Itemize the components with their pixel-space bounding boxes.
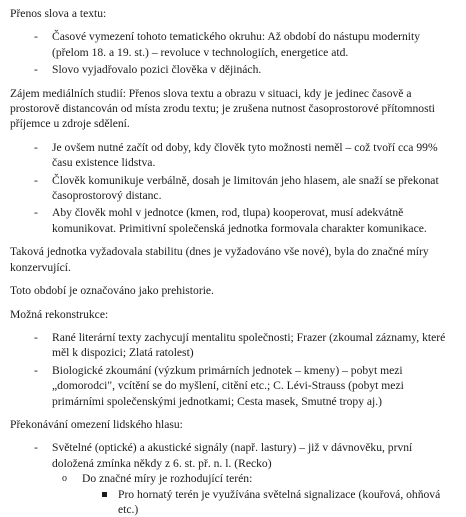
sub-sub-list xyxy=(82,487,452,517)
list-item-text: Člověk komunikuje verbálně, dosah je limitován jeho hlasem, ale snaží se překonat časoprostorový distanc. xyxy=(52,173,439,203)
section-heading-reconstruction: Možná rekonstrukce: xyxy=(10,307,109,321)
sub-list-item-text: Do značné míry je rozhodující terén: xyxy=(82,472,253,486)
list-item-text: Světelné (optické) a akustické signály (např. lastury) – již v dávnověku, první doložená zmínka někdy z 6. st. př. n. l. (Recko) xyxy=(52,441,413,470)
list-item-text: Aby člověk mohl v jednotce (kmen, rod, tlupa) kooperovat, musí adekvátně komunikovat. Primitivní společenská jednotka formovala charakter komunikace. xyxy=(52,206,427,235)
list-item xyxy=(10,205,458,236)
list-item xyxy=(10,330,458,361)
section-heading-voice-limits: Překonávání omezení lidského hlasu: xyxy=(10,417,183,431)
circle-bullet: o xyxy=(62,473,67,485)
dash-bullet: - xyxy=(34,173,38,187)
sub-sub-list-item-text: Pro hornatý terén je využívána světelná signalizace (kouřová, ohňová etc.) xyxy=(118,487,441,516)
list-item-text: Slovo vyjadřovalo pozici člověka v dějinách. xyxy=(52,63,262,77)
dash-bullet: - xyxy=(34,363,38,377)
list-item xyxy=(10,62,458,77)
list-item xyxy=(10,29,458,60)
dash-bullet: - xyxy=(34,330,38,344)
dash-bullet: - xyxy=(34,441,38,455)
list-item-text: Biologické zkoumání (výzkum primárních jednotek – kmeny) – pobyt mezi „domorodci", vcítění se do myšlení, citění etc.; C. Lévi-Strauss (pobyt mezi primárními společenskými jednotkami; Cesta masek, Smutné tropy aj.) xyxy=(52,363,404,408)
list-item-text: Je ovšem nutné začít od doby, kdy člověk tyto možnosti neměl – což tvoří cca 99% času existence lidstva. xyxy=(52,140,438,170)
section-heading-text-transfer: Přenos slova a textu: xyxy=(10,7,107,20)
dash-bullet: - xyxy=(34,206,38,220)
sub-sub-list-item xyxy=(82,487,452,517)
paragraph-stability: Taková jednotka vyžadovala stabilitu (dnes je vyžadováno vše nové), byla do značné míry konzervující. xyxy=(10,245,429,274)
list-item xyxy=(10,140,458,171)
list-timeframe xyxy=(10,29,458,77)
square-bullet-icon xyxy=(102,492,107,497)
sub-list-item xyxy=(52,471,452,517)
list-reconstruction xyxy=(10,330,458,409)
list-item-text: Časové vymezení tohoto tematického okruhu: Až období do nástupu modernity (přelom 18. a 19. st.) – revoluce v technologiích, energetice atd. xyxy=(52,30,421,59)
list-communication xyxy=(10,140,458,236)
paragraph-prehistory: Toto období je označováno jako prehistorie. xyxy=(10,284,214,298)
sub-list xyxy=(52,471,452,517)
list-item-text: Rané literární texty zachycují mentalitu společnosti; Frazer (zkoumal záznamy, které měl k dispozici; Zlatá ratolest) xyxy=(52,330,446,360)
dash-bullet: - xyxy=(34,140,38,154)
dash-bullet: - xyxy=(34,63,38,77)
list-item xyxy=(10,363,458,409)
dash-bullet: - xyxy=(34,30,38,44)
paragraph-media-studies: Zájem mediálních studií: Přenos slova textu a obrazu v situaci, kdy je jedinec časově a prostorově distancován od místa zrodu textu; je zrušena nutnost časoprostorové přítomnosti příjemce u zdroje sdělení. xyxy=(10,86,436,131)
list-item xyxy=(10,173,458,204)
